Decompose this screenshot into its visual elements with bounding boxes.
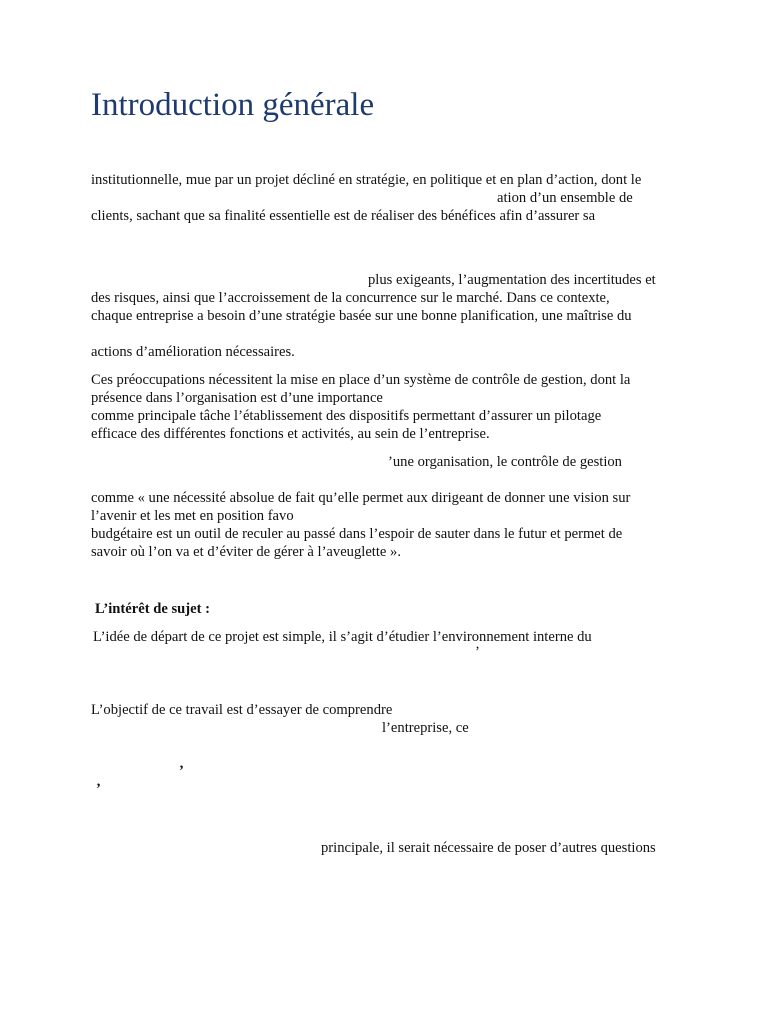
control-line-1: Ces préoccupations nécessitent la mise en place d’un système de contrôle de gestion, dont la xyxy=(91,372,631,388)
context-line-1: plus exigeants, l’augmentation des incertitudes et xyxy=(368,272,656,288)
page-title: Introduction générale xyxy=(91,87,375,123)
quote-line-4: budgétaire est un outil de reculer au passé dans l’espoir de sauter dans le futur et permet de xyxy=(91,526,623,542)
interest-heading: L’intérêt de sujet : xyxy=(95,601,210,617)
control-line-2: présence dans l’organisation est d’une importance xyxy=(91,390,383,406)
control-line-3: comme principale tâche l’établissement des dispositifs permettant d’assurer un pilotage xyxy=(91,408,602,424)
objective-apostrophe-2: ’ xyxy=(96,781,101,797)
interest-apostrophe: ’ xyxy=(475,644,480,660)
intro-line-2: ation d’un ensemble de xyxy=(497,190,633,206)
intro-line-1: institutionnelle, mue par un projet décliné en stratégie, en politique et en plan d’action, dont le xyxy=(91,172,642,188)
quote-line-3: l’avenir et les met en position favo xyxy=(91,508,294,524)
quote-line-1: ’une organisation, le contrôle de gestion xyxy=(388,454,622,470)
context-line-3: chaque entreprise a besoin d’une stratégie basée sur une bonne planification, une maîtrise du xyxy=(91,308,632,324)
quote-line-5: savoir où l’on va et d’éviter de gérer à l’aveuglette ». xyxy=(91,544,401,560)
context-line-2: des risques, ainsi que l’accroissement de la concurrence sur le marché. Dans ce contexte, xyxy=(91,290,610,306)
closing-line: principale, il serait nécessaire de poser d’autres questions xyxy=(321,840,656,856)
intro-line-3: clients, sachant que sa finalité essentielle est de réaliser des bénéfices afin d’assurer sa xyxy=(91,208,596,224)
objective-line-2: l’entreprise, ce xyxy=(382,720,469,736)
interest-line-1: L’idée de départ de ce projet est simple, il s’agit d’étudier l’environnement interne du xyxy=(93,629,592,645)
quote-line-2: comme « une nécessité absolue de fait qu’elle permet aux dirigeant de donner une vision sur xyxy=(91,490,631,506)
objective-line-1: L’objectif de ce travail est d’essayer de comprendre xyxy=(91,702,393,718)
objective-apostrophe-1: ’ xyxy=(179,763,184,779)
control-line-4: efficace des différentes fonctions et activités, au sein de l’entreprise. xyxy=(91,426,490,442)
context-line-4: actions d’amélioration nécessaires. xyxy=(91,344,295,360)
